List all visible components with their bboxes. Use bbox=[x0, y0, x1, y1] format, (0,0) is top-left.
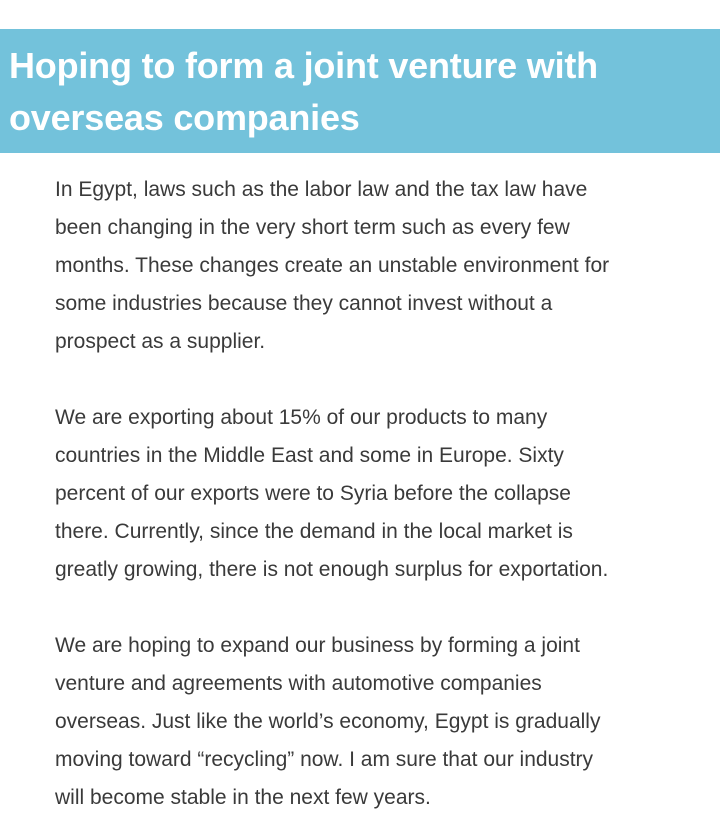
article-body bbox=[55, 171, 705, 817]
paragraph-1: In Egypt, laws such as the labor law and the tax law have been changing in the very short term such as every few months. These changes create an unstable environment for some industries because they cannot invest without a prospect as a supplier. bbox=[55, 178, 610, 353]
article-title: Hoping to form a joint venture with overseas companies bbox=[9, 45, 598, 138]
paragraph-2: We are exporting about 15% of our products to many countries in the Middle East and some in Europe. Sixty percent of our exports were to Syria before the collapse there. Currently, since the demand in the local market is greatly growing, there is not enough surplus for exportation. bbox=[55, 406, 609, 581]
paragraph-3: We are hoping to expand our business by forming a joint venture and agreements with automotive companies overseas. Just like the world’s economy, Egypt is gradually moving toward “recycling” now. I am sure that our industry will become stable in the next few years. bbox=[55, 634, 601, 809]
